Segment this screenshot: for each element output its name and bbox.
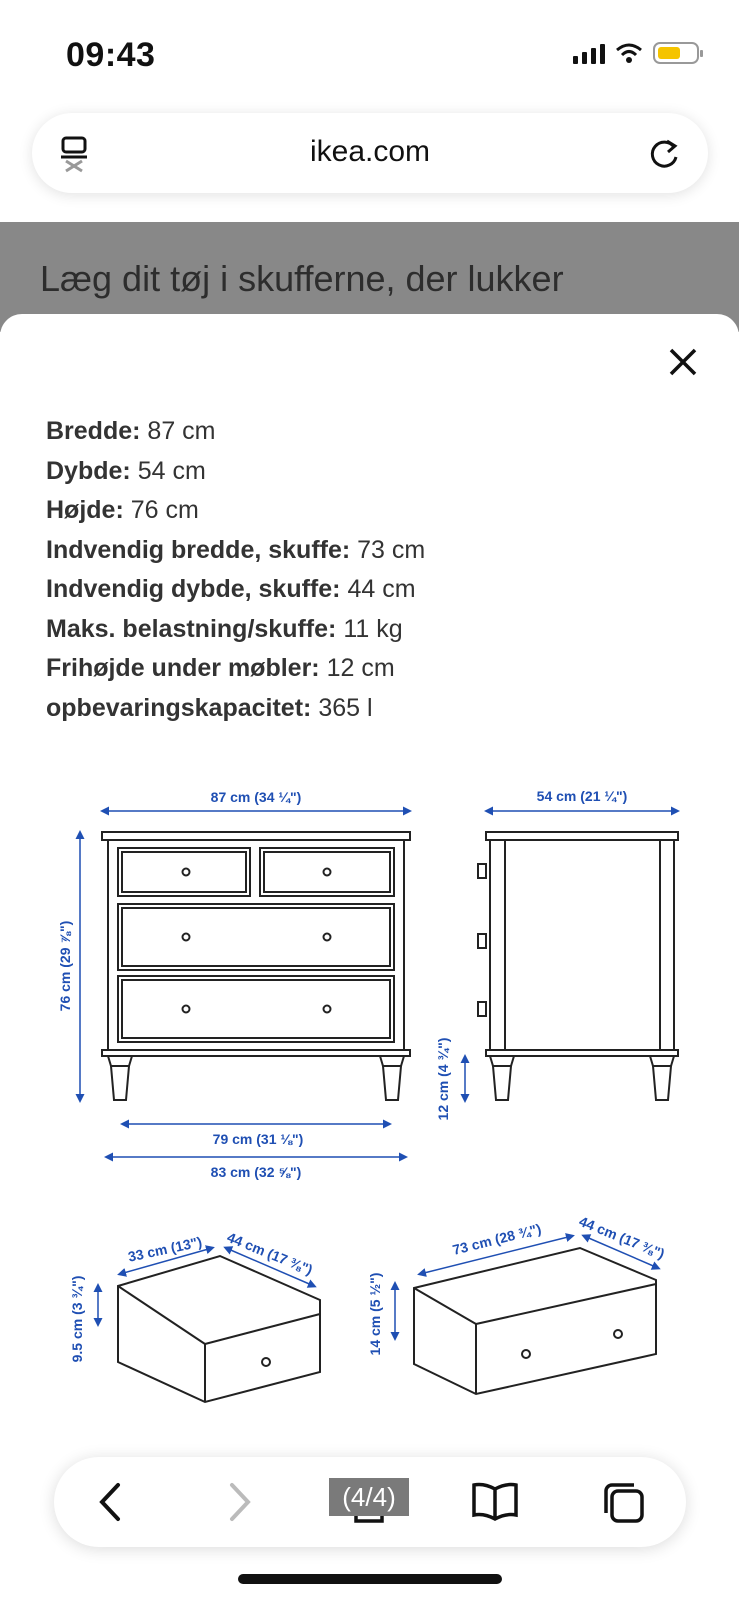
back-icon[interactable] <box>86 1477 136 1527</box>
reload-icon[interactable] <box>644 133 684 173</box>
home-indicator <box>238 1574 502 1584</box>
forward-icon[interactable] <box>214 1477 264 1527</box>
cellular-signal-icon <box>573 42 605 64</box>
spec-item: Maks. belastning/skuffe: 11 kg <box>46 614 403 643</box>
inner-leg-width-label: 79 cm (31 ⅛") <box>212 1131 304 1147</box>
spec-list <box>46 412 425 728</box>
close-icon[interactable] <box>665 344 701 380</box>
spec-item: Indvendig bredde, skuffe: 73 cm <box>46 535 426 564</box>
outer-leg-width-label: 83 cm (32 ⅝") <box>210 1164 302 1180</box>
large-drawer-width-label: 73 cm (28 ¾") <box>450 1220 543 1258</box>
small-drawer-height-label: 9.5 cm (3 ¾") <box>69 1275 85 1363</box>
spec-item: Bredde: 87 cm <box>46 417 216 445</box>
dimension-diagram <box>0 784 739 1434</box>
page-headline: Læg dit tøj i skufferne, der lukker <box>40 258 564 299</box>
spec-item: Dybde: 54 cm <box>46 456 206 485</box>
large-drawer-depth-label: 44 cm (17 ⅜") <box>576 1212 667 1262</box>
small-drawer-width-label: 33 cm (13") <box>126 1233 204 1265</box>
status-icons <box>573 42 699 64</box>
spec-item: Indvendig dybde, skuffe: 44 cm <box>46 575 416 603</box>
tabs-icon[interactable] <box>598 1477 648 1527</box>
height-dimension-label: 76 cm (29 ⅞") <box>57 920 73 1012</box>
wifi-icon <box>615 42 643 64</box>
battery-icon <box>653 42 699 64</box>
status-time: 09:43 <box>66 36 156 74</box>
spec-item: opbevaringskapacitet: 365 l <box>46 693 373 722</box>
measurements-sheet <box>0 314 739 1600</box>
spec-item: Højde: 76 cm <box>46 496 199 524</box>
address-bar[interactable] <box>32 113 708 193</box>
url-text[interactable]: ikea.com <box>309 135 431 168</box>
status-bar <box>0 0 739 110</box>
clearance-dimension-label: 12 cm (4 ¾") <box>435 1037 451 1121</box>
width-dimension-label: 87 cm (34 ¼") <box>210 789 302 805</box>
image-pager-badge: (4/4) <box>329 1478 409 1516</box>
small-drawer-depth-label: 44 cm (17 ⅜") <box>224 1228 315 1278</box>
depth-dimension-label: 54 cm (21 ¼") <box>536 788 628 804</box>
large-drawer-height-label: 14 cm (5 ½") <box>367 1272 383 1356</box>
spec-item: Frihøjde under møbler: 12 cm <box>46 654 395 682</box>
bookmarks-icon[interactable] <box>470 1477 520 1527</box>
